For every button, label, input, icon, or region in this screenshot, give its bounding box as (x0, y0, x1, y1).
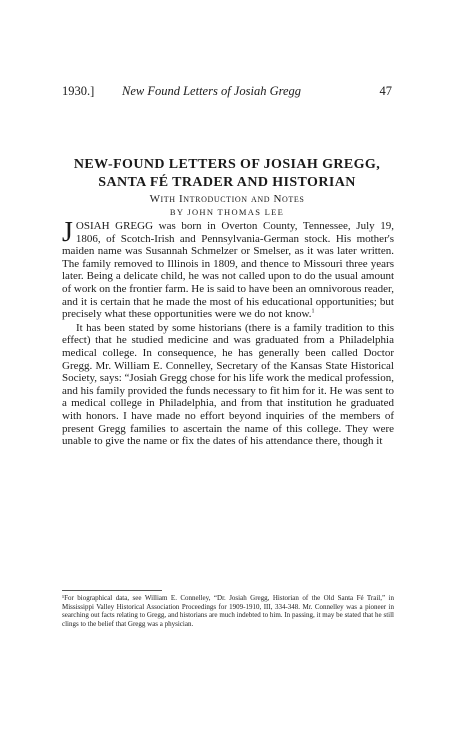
header-year: 1930.] (62, 84, 95, 98)
footnote-rule (62, 590, 162, 591)
paragraph-2: It has been stated by some historians (there is a family tradition to this effect) that he studied medicine and was graduated from a Philadelphia medical college. In consequence, he has generally been called Doctor Gregg. Mr. William E. Connelley, Secretary of the Kansas State Historical Society, says: “Josiah Gregg chose for his life work the medical profession, and his family provided the funds necessary to fit him for it. He was sent to a medical college in Philadelphia, and from that institution he graduated with honors. I have made no effort beyond inquiries of the members of present Gregg families to ascertain the name of this college. They were unable to give the name or fix the dates of his attendance there, though it (62, 321, 394, 448)
header-running-title: New Found Letters of Josiah Gregg (122, 84, 302, 98)
article-subtitle (58, 193, 396, 219)
paragraph-1-text: OSIAH GREGG was born in Overton County, Tennessee, July 19, 1806, of Scotch-Irish and Pennsylvania-German stock. His mother's maiden name was Susannah Schmelzer or Smelser, as it was later written. The family removed to Illinois in 1809, and thence to Missouri three years later. Being a delicate child, he was not called upon to do the usual amount of work on the frontier farm. He is said to have been an omnivorous reader, and it is certain that he made the most of his educational opportunities; but precisely what these opportunities were we do not know. (62, 220, 394, 321)
author-byline: BY JOHN THOMAS LEE (169, 207, 285, 217)
footnote-marker: 1 (311, 308, 315, 315)
running-header (62, 84, 392, 102)
drop-cap: J (62, 217, 73, 248)
article-title (58, 156, 396, 192)
paragraph-1 (62, 217, 394, 321)
subtitle-line: With Introduction and Notes (149, 193, 305, 205)
title-line-2: SANTA FÉ TRADER AND HISTORIAN (98, 175, 356, 190)
title-line-1: NEW-FOUND LETTERS OF JOSIAH GREGG, (73, 157, 381, 172)
footnote: ¹For biographical data, see William E. Connelley, “Dr. Josiah Gregg, Historian of the Old Santa Fé Trail,” in Mississippi Valley Historical Association Proceedings for 1909-1910, III, 334-348. Mr. Connelley was a pioneer in searching out facts relating to Gregg, and historians are much indebted to him. In passing, it may be stated that he still clings to the belief that Gregg was a physician. (62, 594, 394, 628)
page-number: 47 (379, 84, 392, 98)
article-body (62, 217, 394, 448)
